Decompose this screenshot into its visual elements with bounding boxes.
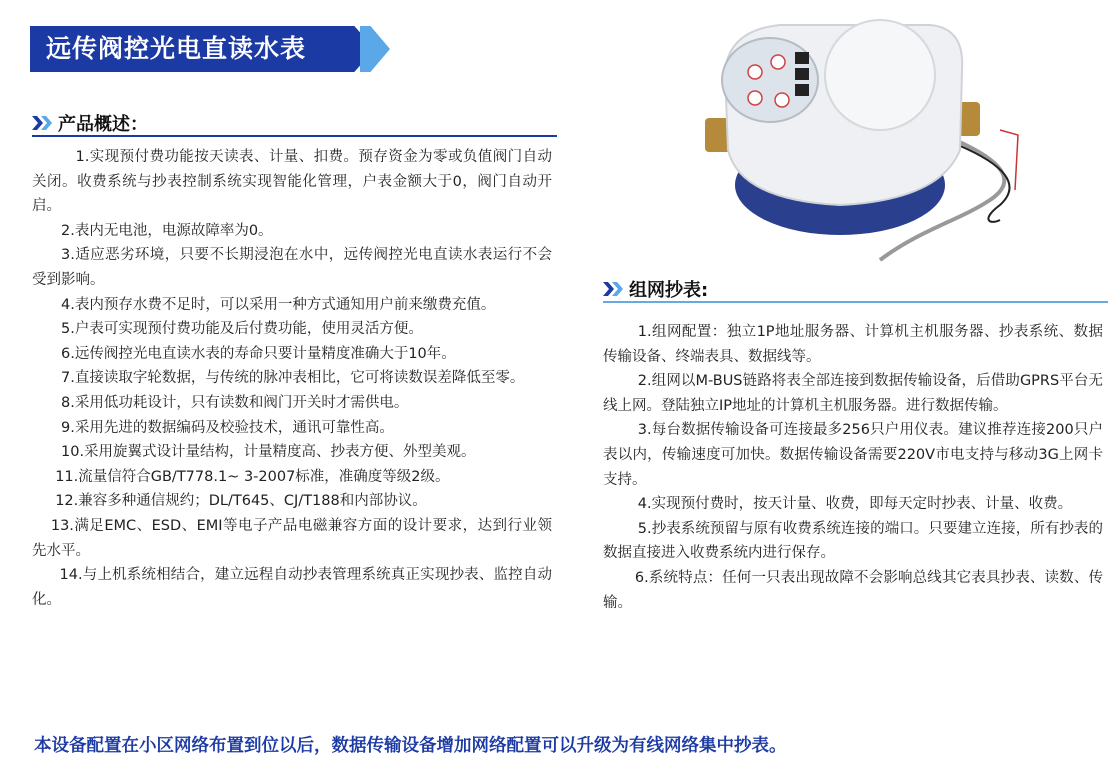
overview-paragraph: 11.流量信符合GB/T778.1~ 3-2007标准，准确度等级2级。 [55,468,450,485]
footer-note: 本设备配置在小区网络布置到位以后，数据传输设备增加网络配置可以升级为有线网络集中抄表。 [34,736,787,756]
overview-paragraph: 4.表内预存水费不足时，可以采用一种方式通知用户前来缴费充值。 [61,296,496,313]
overview-paragraph: 7.直接读取字轮数据，与传统的脉冲表相比，它可将读数误差降低至零。 [61,370,525,387]
double-chevron-icon [32,114,54,132]
banner-arrow-tip [360,26,390,72]
network-heading: 组网抄表: [629,280,709,301]
overview-body [32,145,552,612]
network-paragraph: 6.系统特点：任何一只表出现故障不会影响总线其它表具抄表、读数、传输。 [603,569,1103,611]
network-divider [603,301,1108,303]
overview-paragraph: 3.适应恶劣环境，只要不长期浸泡在水中，远传阀控光电直读水表运行不会受到影响。 [32,247,552,288]
water-meter-image [700,10,1030,270]
overview-paragraph: 2.表内无电池，电源故障率为0。 [61,222,273,239]
network-section-header [603,276,708,302]
overview-paragraph: 13.满足EMC、ESD、EMI等电子产品电磁兼容方面的设计要求，达到行业领先水平。 [32,517,552,559]
network-paragraph: 5.抄表系统预留与原有收费系统连接的端口。只要建立连接，所有抄表的数据直接进入收费系统内进行保存。 [603,520,1103,562]
network-paragraph: 1.组网配置：独立1P地址服务器、计算机主机服务器、抄表系统、数据传输设备、终端表具、数据线等。 [603,324,1103,365]
double-chevron-icon [603,280,625,298]
overview-heading: 产品概述： [58,114,148,135]
network-paragraph: 2.组网以M-BUS链路将表全部连接到数据传输设备，后借助GPRS平台无线上网。登陆独立IP地址的计算机主机服务器。进行数据传输。 [603,373,1103,414]
network-paragraph: 3.每台数据传输设备可连接最多256只户用仪表。建议推荐连接200只户表以内，传输速度可加快。数据传输设备需要220V市电支持与移动3G上网卡支持。 [603,422,1103,488]
overview-paragraph: 1.实现预付费功能按天读表、计量、扣费。预存资金为零或负值阀门自动关闭。收费系统与抄表控制系统实现智能化管理，户表金额大于0，阀门自动开启。 [32,149,552,215]
overview-paragraph: 8.采用低功耗设计，只有读数和阀门开关时才需供电。 [61,394,409,411]
overview-paragraph: 12.兼容多种通信规约；DL/T645、CJ/T188和内部协议。 [55,493,427,510]
network-body [603,320,1103,615]
overview-paragraph: 5.户表可实现预付费功能及后付费功能，使用灵活方便。 [61,321,423,338]
overview-paragraph: 9.采用先进的数据编码及校验技术，通讯可靠性高。 [61,419,394,436]
overview-section-header [32,110,148,136]
overview-paragraph: 14.与上机系统相结合，建立远程自动抄表管理系统真正实现抄表、监控自动化。 [32,567,552,608]
overview-paragraph: 6.远传阀控光电直读水表的寿命只要计量精度准确大于10年。 [61,345,456,362]
network-paragraph: 4.实现预付费时，按天计量、收费，即每天定时抄表、计量、收费。 [637,496,1073,513]
page-title: 远传阀控光电直读水表 [46,34,307,63]
overview-paragraph: 10.采用旋翼式设计量结构，计量精度高、抄表方便、外型美观。 [61,444,476,461]
overview-divider [32,135,557,137]
